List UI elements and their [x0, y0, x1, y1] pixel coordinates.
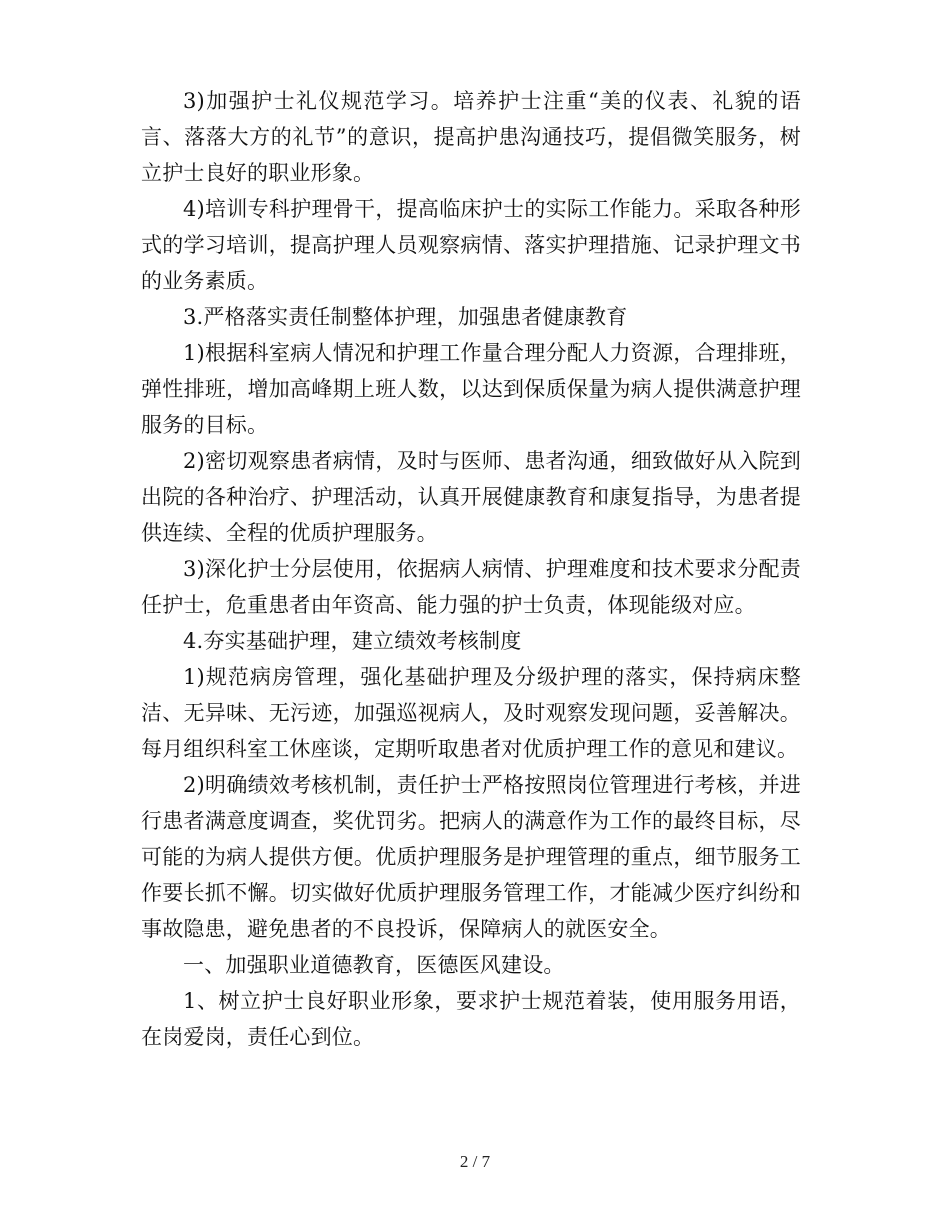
paragraph-etiquette-training: 3)加强护士礼仪规范学习。培养护士注重“美的仪表、礼貌的语言、落落大方的礼节”的意识，提高护患沟通技巧，提倡微笑服务，树立护士良好的职业形象。 [141, 89, 801, 185]
heading-responsibility-care: 3.严格落实责任制整体护理，加强患者健康教育 [183, 305, 628, 329]
page-number: 2 / 7 [459, 1152, 491, 1171]
paragraph-professional-image: 1、树立护士良好职业形象，要求护士规范着装，使用服务用语，在岗爱岗，责任心到位。 [141, 989, 801, 1049]
paragraph-performance-assessment: 2)明确绩效考核机制，责任护士严格按照岗位管理进行考核，并进行患者满意度调查，奖优罚劣。把病人的满意作为工作的最终目标，尽可能的为病人提供方便。优质护理服务是护理管理的重点，细节服务工作要长抓不懈。切实做好优质护理服务管理工作，才能减少医疗纠纷和事故隐患，避免患者的不良投诉，保障病人的就医安全。 [141, 773, 801, 941]
paragraph-staff-allocation: 1)根据科室病人情况和护理工作量合理分配人力资源，合理排班，弹性排班，增加高峰期上班人数，以达到保质保量为病人提供满意护理服务的目标。 [141, 341, 801, 437]
paragraph-tiered-nursing: 3)深化护士分层使用，依据病人病情、护理难度和技术要求分配责任护士，危重患者由年资高、能力强的护士负责，体现能级对应。 [141, 557, 801, 617]
heading-professional-ethics: 一、加强职业道德教育，医德医风建设。 [183, 953, 565, 977]
paragraph-specialist-training: 4)培训专科护理骨干，提高临床护士的实际工作能力。采取各种形式的学习培训，提高护理人员观察病情、落实护理措施、记录护理文书的业务素质。 [141, 197, 801, 293]
paragraph-ward-management: 1)规范病房管理，强化基础护理及分级护理的落实，保持病床整洁、无异味、无污迹，加强巡视病人，及时观察发现问题，妥善解决。每月组织科室工休座谈，定期听取患者对优质护理工作的意见和建议。 [141, 665, 801, 761]
paragraph-patient-observation: 2)密切观察患者病情，及时与医师、患者沟通，细致做好从入院到出院的各种治疗、护理活动，认真开展健康教育和康复指导，为患者提供连续、全程的优质护理服务。 [141, 449, 801, 545]
document-body [141, 83, 801, 1055]
heading-basic-care-assessment: 4.夯实基础护理，建立绩效考核制度 [183, 629, 522, 653]
